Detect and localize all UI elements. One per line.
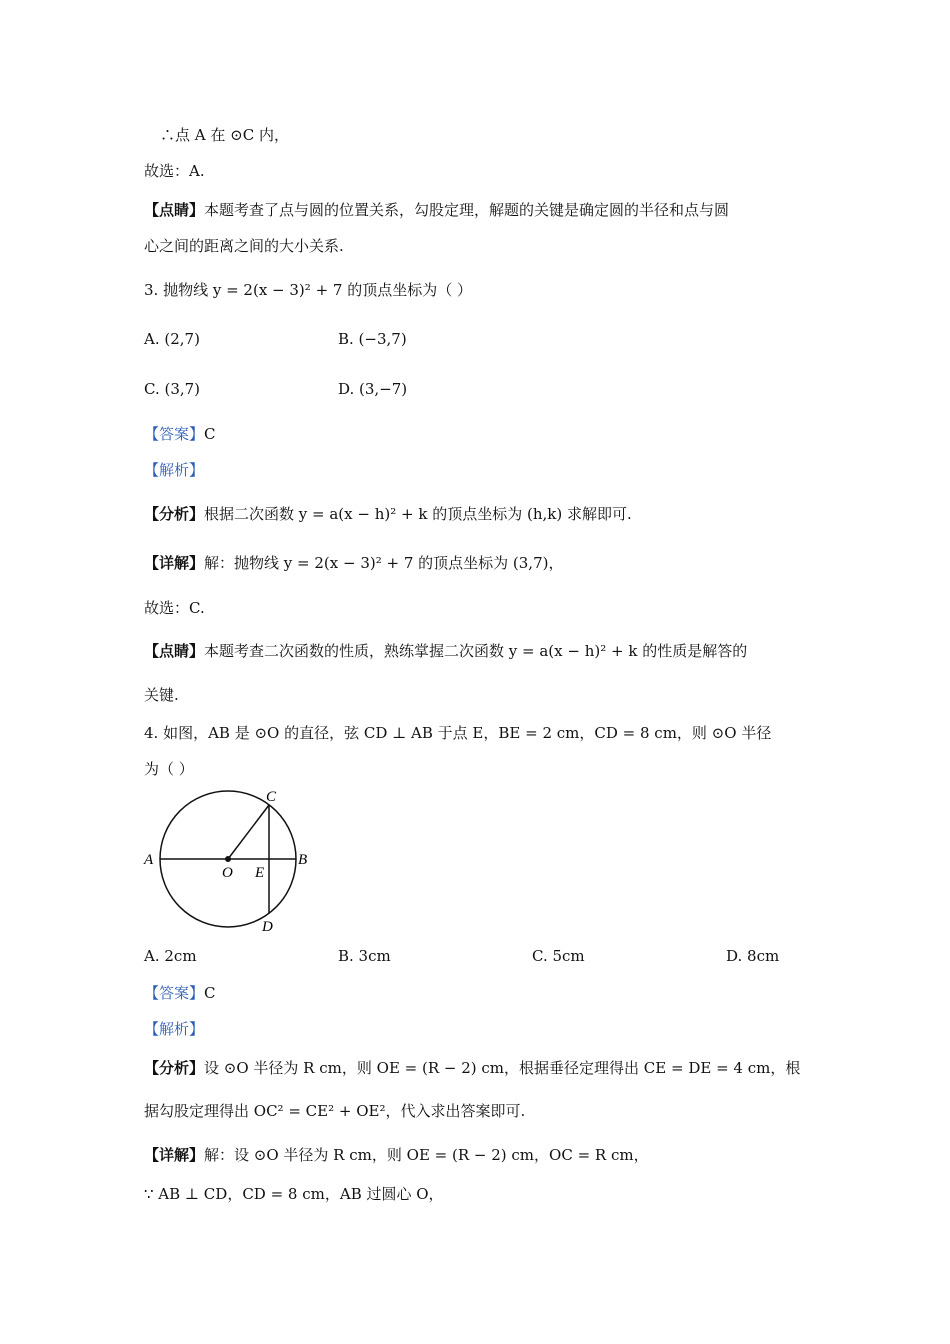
xiangjie-tag: 【详解】	[144, 554, 205, 572]
dianjing-line	[144, 199, 729, 221]
q3-option-b: B. (−3,7)	[338, 330, 407, 348]
dianjing-3	[144, 640, 747, 662]
q3-option-a: A. (2,7)	[144, 330, 200, 348]
fenxi-4	[144, 1057, 800, 1079]
text-line: 据勾股定理得出 OC² = CE² + OE²，代入求出答案即可.	[144, 1102, 526, 1120]
question-4-cont: 为（ ）	[144, 760, 194, 778]
q4-option-d: D. 8cm	[726, 947, 780, 965]
xiangjie-text: 解：设 ⊙O 半径为 R cm，则 OE = (R − 2) cm，OC = R cm，	[204, 1146, 649, 1164]
xiangjie-3	[144, 552, 563, 574]
label-a: A	[144, 852, 154, 868]
fenxi-tag: 【分析】	[144, 1059, 205, 1077]
text-line: 关键.	[144, 686, 179, 704]
xiangjie-tag: 【详解】	[144, 1146, 205, 1164]
dianjing-text: 本题考查二次函数的性质，熟练掌握二次函数 y = a(x − h)² + k 的性质是解答的	[204, 642, 748, 660]
text-line: 故选：C.	[144, 599, 205, 617]
dianjing-tag: 【点睛】	[144, 642, 205, 660]
text-line: ∴点 A 在 ⊙C 内，	[160, 126, 289, 144]
q3-option-d: D. (3,−7)	[338, 380, 408, 398]
text-line: ∵ AB ⊥ CD，CD = 8 cm，AB 过圆心 O，	[144, 1185, 444, 1203]
answer-tag: 【答案】	[144, 984, 205, 1002]
q4-option-c: C. 5cm	[532, 947, 585, 965]
fenxi-text: 设 ⊙O 半径为 R cm，则 OE = (R − 2) cm，根据垂径定理得出 CE = DE = 4 cm，根	[204, 1059, 801, 1077]
label-b: B	[298, 852, 308, 868]
fenxi-text: 根据二次函数 y = a(x − h)² + k 的顶点坐标为 (h,k) 求解即可.	[204, 505, 632, 523]
answer-value: C	[204, 984, 216, 1002]
question-4: 4. 如图，AB 是 ⊙O 的直径，弦 CD ⊥ AB 于点 E，BE = 2 cm，CD = 8 cm，则 ⊙O 半径	[144, 724, 772, 742]
label-c: C	[266, 789, 277, 805]
answer-value: C	[204, 425, 216, 443]
q4-option-a: A. 2cm	[144, 947, 197, 965]
xiangjie-text: 解：抛物线 y = 2(x − 3)² + 7 的顶点坐标为 (3,7)，	[204, 554, 564, 572]
q3-option-c: C. (3,7)	[144, 380, 201, 398]
label-o: O	[222, 865, 233, 881]
answer-4	[144, 982, 216, 1004]
center-point	[225, 856, 231, 862]
dianjing-text: 本题考查了点与圆的位置关系，勾股定理，解题的关键是确定圆的半径和点与圆	[204, 201, 730, 219]
radius-oc	[228, 805, 269, 859]
xiangjie-4	[144, 1144, 649, 1166]
question-3: 3. 抛物线 y = 2(x − 3)² + 7 的顶点坐标为（ ）	[144, 281, 472, 299]
text-line: 心之间的距离之间的大小关系.	[144, 237, 344, 255]
dianjing-tag: 【点睛】	[144, 201, 205, 219]
text-line: 故选：A.	[144, 162, 205, 180]
answer-tag: 【答案】	[144, 425, 205, 443]
fenxi-3	[144, 503, 632, 525]
circle-figure	[140, 785, 320, 935]
jiexi-tag: 【解析】	[144, 461, 205, 479]
fenxi-tag: 【分析】	[144, 505, 205, 523]
q4-option-b: B. 3cm	[338, 947, 391, 965]
label-d: D	[262, 919, 273, 935]
label-e: E	[255, 865, 265, 881]
answer-3	[144, 423, 216, 445]
jiexi-tag: 【解析】	[144, 1020, 205, 1038]
